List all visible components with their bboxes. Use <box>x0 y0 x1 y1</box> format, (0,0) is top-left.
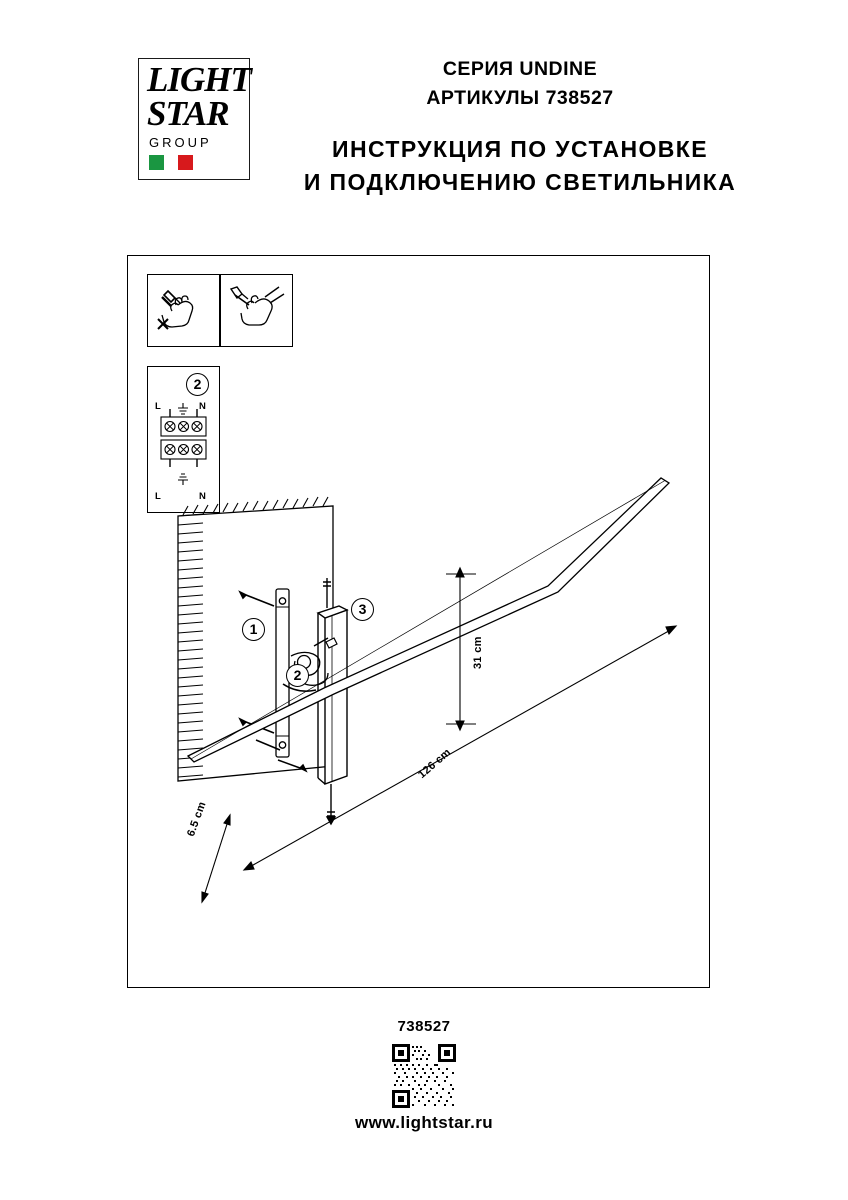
brand-logo <box>138 58 250 180</box>
series-label: СЕРИЯ UNDINE <box>442 58 598 80</box>
dimension-label-length: 126 cm <box>416 746 454 782</box>
dimension-label-depth: 6.5 cm <box>185 800 209 839</box>
logo-text-group: GROUP <box>149 135 212 150</box>
website-url: www.lightstar.ru <box>354 1113 493 1132</box>
installation-diagram <box>127 255 710 988</box>
dimension-label-height: 31 cm <box>472 636 484 669</box>
assembly-drawing <box>128 256 709 987</box>
logo-text-light: LIGHT <box>147 60 251 99</box>
article-label: АРТИКУЛЫ 738527 <box>426 87 614 109</box>
callout-step-1: 1 <box>242 618 265 641</box>
callout-step-2: 2 <box>286 664 309 687</box>
instruction-line-1: ИНСТРУКЦИЯ ПО УСТАНОВКЕ <box>332 136 708 162</box>
title-block <box>270 55 770 199</box>
terminal-label-bottom-left: L <box>155 491 161 502</box>
page-header <box>0 0 848 240</box>
terminal-label-bottom-right: N <box>199 491 206 502</box>
qr-code <box>390 1042 458 1110</box>
italy-flag-icon <box>149 155 193 170</box>
bottom-fixing-screw <box>327 784 335 824</box>
instruction-line-2: И ПОДКЛЮЧЕНИЮ СВЕТИЛЬНИКА <box>303 169 737 195</box>
callout-step-2-wiring: 2 <box>186 373 209 396</box>
terminal-label-top-left: L <box>155 401 161 412</box>
logo-text-star: STAR <box>147 94 229 133</box>
terminal-label-top-right: N <box>199 401 206 412</box>
footer-article-code: 738527 <box>397 1018 451 1035</box>
dimension-depth <box>202 815 230 902</box>
callout-step-3: 3 <box>351 598 374 621</box>
